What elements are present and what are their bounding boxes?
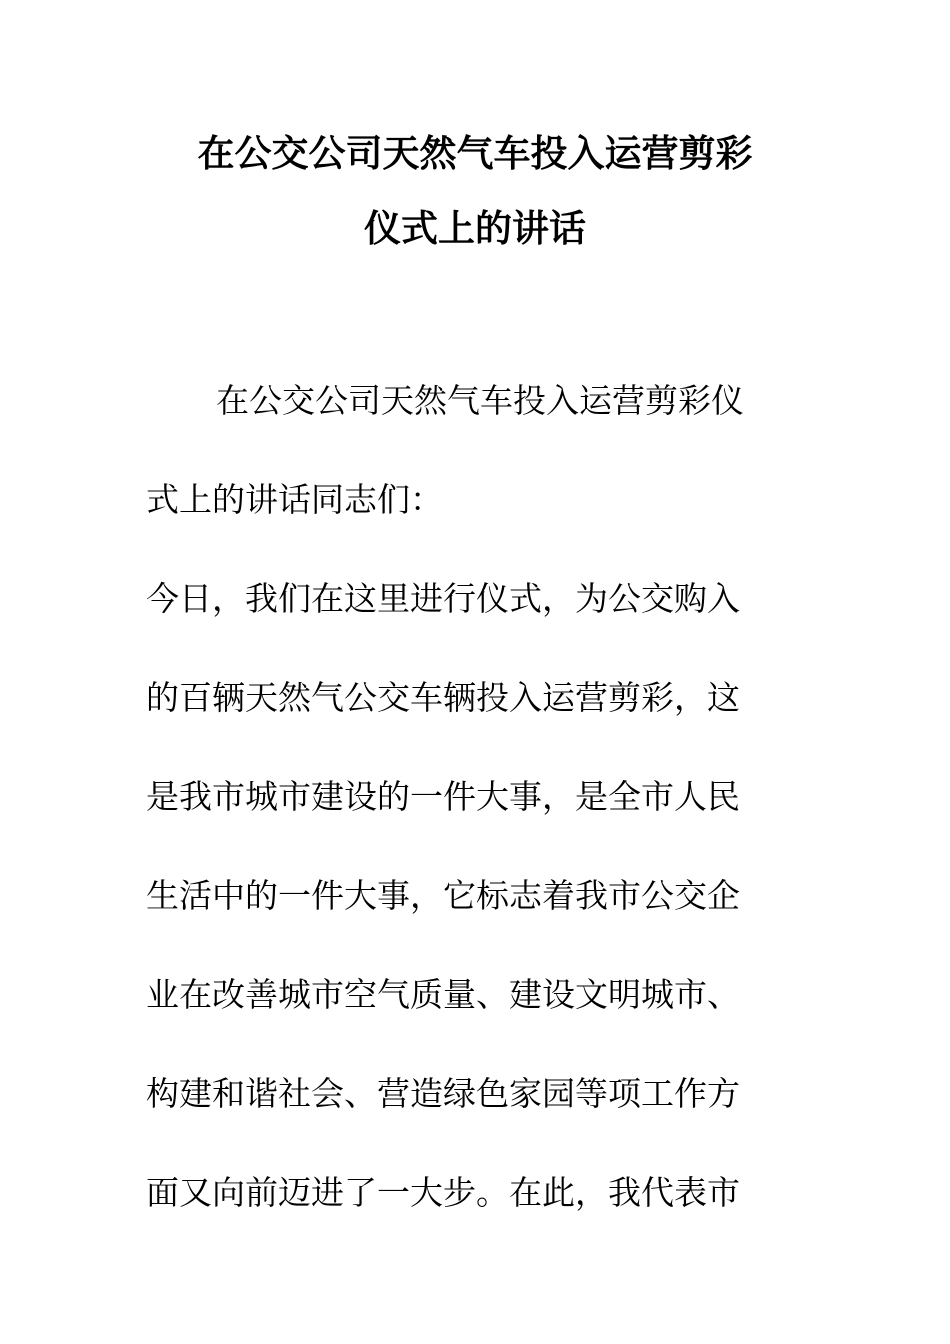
body-line-7: 业在改善城市空气质量、建设文明城市、 xyxy=(146,975,740,1014)
document-title-line-1: 在公交公司天然气车投入运营剪彩 xyxy=(197,131,753,175)
body-line-5: 是我市城市建设的一件大事，是全市人民 xyxy=(146,777,740,816)
document-title-line-2: 仪式上的讲话 xyxy=(364,206,586,250)
body-line-8: 构建和谐社会、营造绿色家园等项工作方 xyxy=(146,1074,740,1113)
body-line-2: 式上的讲话同志们： xyxy=(146,480,443,519)
body-line-6: 生活中的一件大事，它标志着我市公交企 xyxy=(146,876,740,915)
body-line-3: 今日，我们在这里进行仪式，为公交购入 xyxy=(146,579,740,618)
body-line-1: 在公交公司天然气车投入运营剪彩仪 xyxy=(216,381,744,420)
body-line-9: 面又向前迈进了一大步。在此，我代表市 xyxy=(146,1173,740,1212)
body-line-4: 的百辆天然气公交车辆投入运营剪彩，这 xyxy=(146,678,740,717)
